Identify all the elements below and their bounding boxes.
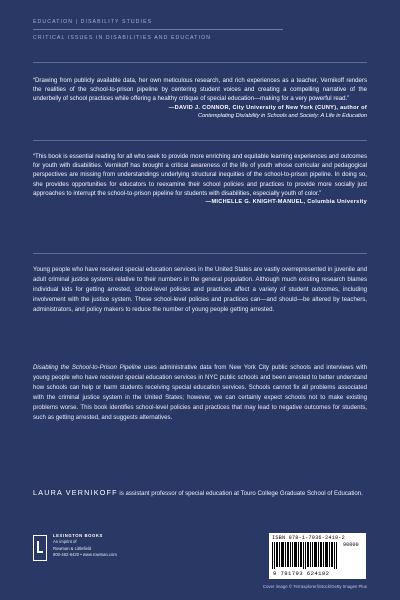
barcode-digits: 9 781793 624192 (273, 570, 330, 577)
description-paragraph-1: Young people who have received special education services in the United States are vastly overrepresented in juvenile and adult criminal justice systems relative to their numbers in the general population. Although much existing research blames individual kids for getting arrested, school-level policies and practices affect a variety of student outcomes, including involvement with the justice system. These school-level policies and practices can—and should—be altered by teachers, administrators, and policy makers to reduce the number of young people getting arrested. (33, 266, 367, 313)
publisher-text (53, 533, 117, 559)
series-subject: EDUCATION | DISABILITY STUDIES (33, 19, 153, 25)
author-bio (33, 488, 367, 499)
blurb-connor (33, 76, 367, 121)
blurb-text: “This book is essential reading for all who seek to provide more enriching and equitable learning experiences and outcomes for youth with disabilities. Vernikoff has brought a critical awareness of the life of youth whose curricular and pedagogical perspectives are missing from understandings underlying structural inequities of the school-to-prison pipeline. In doing so, she provides opportunities for educators to reexamine their school policies and practices to provide more socially just approaches to interrupt the school-to-prison pipeline for students with disabilities, especially youth of color.” (33, 153, 367, 197)
barcode-bars-icon (272, 542, 340, 569)
series-header (33, 17, 283, 43)
cover-image-credit: Cover image © Terraxplorer/iStock/Getty Images Plus (262, 584, 367, 589)
series-name: CRITICAL ISSUES IN DISABILITIES AND EDUCATION (33, 35, 212, 41)
bottom-rule (33, 253, 367, 254)
publisher-block (33, 531, 153, 581)
publisher-name: LEXINGTON BOOKS (53, 533, 103, 538)
publisher-line-3: Rowman & Littlefield (53, 545, 92, 551)
publisher-contact: 800-462-6420 • www.rowman.com (53, 552, 117, 558)
publisher-line-2: An imprint of (53, 539, 77, 545)
blurb-attribution: —DAVID J. CONNOR, City University of New York (CUNY), author of Contemplating Dis/ability in Schools and Society: A Life in Education (168, 104, 367, 120)
lexington-logo-icon (33, 535, 47, 561)
isbn-barcode (269, 533, 366, 579)
author-bio-text: is assistant professor of special education at Touro College Graduate School of Education. (117, 490, 363, 497)
blurb-attribution: —MICHELLE G. KNIGHT-MANUEL, Columbia University (205, 199, 367, 206)
description-paragraph-2: Disabling the School-to-Prison Pipeline uses administrative data from New York City public schools and interviews with young people who have received special education services in NYC public schools and been arrested to better understand how schools can help or harm students receiving special education services. Schools cannot fix all problems associated with the criminal justice system in the United States; however, we can certainly expect schools not to make existing problems worse. This book identifies school-level policies and practices that may lead to negative outcomes for students, such as getting arrested, and suggests alternatives. (33, 364, 367, 421)
author-name: LAURA VERNIKOFF (33, 488, 118, 497)
book-title: Disabling the School-to-Prison Pipeline (33, 364, 142, 371)
blurb-text: “Drawing from publicly available data, her own meticulous research, and rich experiences as a teacher, Vernikoff renders the realities of the school-to-prison pipeline by centering student voices and creating a compelling narrative of the underbelly of school practices while offering a healthy critique of special education—making for a very powerful read.” (33, 77, 367, 103)
blurb-knight-manuel (33, 152, 367, 207)
series-divider (33, 29, 283, 30)
blurb-book-title: Contemplating Dis/ability in Schools and Society: A Life in Education (197, 113, 367, 120)
barcode-addon: 90000 (343, 542, 359, 548)
top-rule (33, 62, 367, 63)
isbn-number: ISBN 978-1-7936-2419-2 (272, 535, 345, 541)
middle-rule (33, 140, 367, 141)
